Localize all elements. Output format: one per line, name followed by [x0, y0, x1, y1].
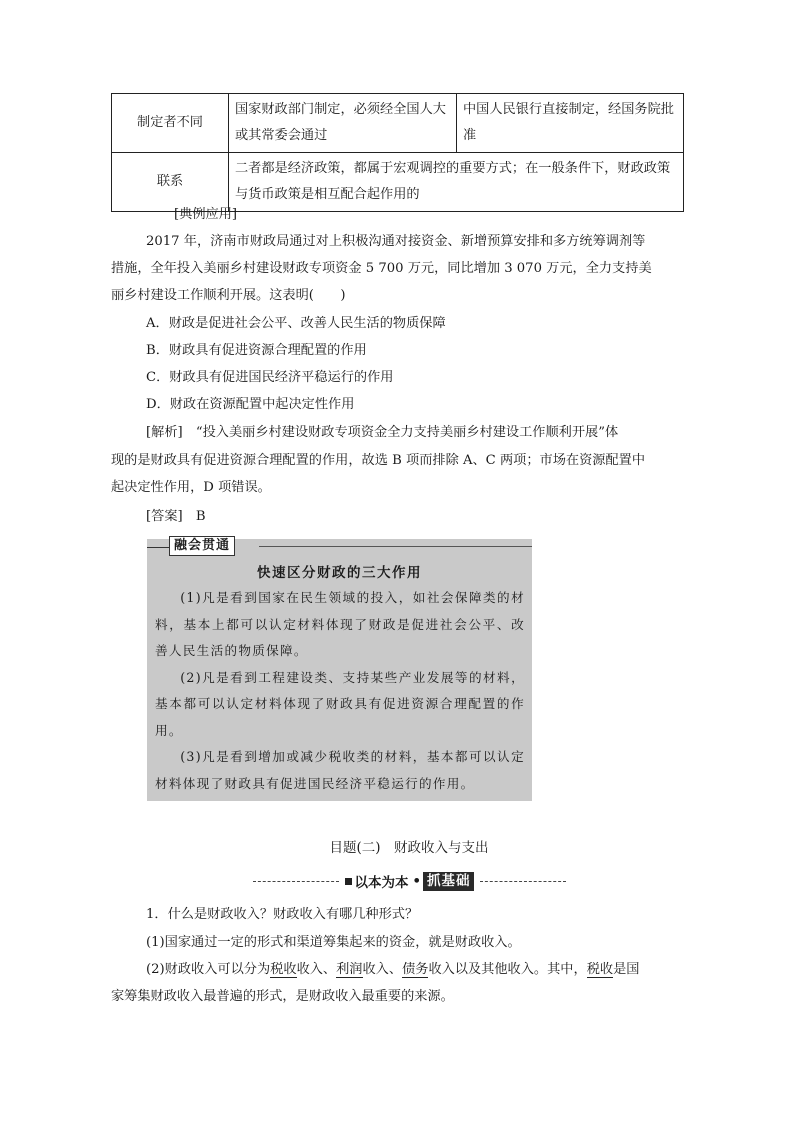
answer-2-line-2: 家筹集财政收入最普遍的形式，是财政收入最重要的来源。 [111, 989, 454, 1004]
answer-2-line-1: (2)财政收入可以分为税收收入、利润收入、债务收入以及其他收入。其中，税收是国 [146, 962, 640, 977]
underlined-term: 债务 [402, 962, 429, 977]
square-bullet-icon [345, 878, 352, 885]
tip-body [155, 585, 525, 797]
question-1: 1．什么是财政收入？财政收入有哪几种形式？ [146, 907, 419, 922]
row-header: 制定者不同 [112, 94, 229, 153]
question-line: 措施，全年投入美丽乡村建设财政专项资金 5 700 万元，同比增加 3 070 万元，全力支持美 [111, 261, 652, 276]
banner-bullet: • [412, 873, 421, 889]
answer: [答案] B [146, 509, 206, 524]
answer-1: (1)国家通过一定的形式和渠道筹集起来的资金，就是财政收入。 [146, 935, 521, 950]
tip-title: 快速区分财政的三大作用 [257, 565, 422, 581]
option-a: A．财政是促进社会公平、改善人民生活的物质保障 [146, 316, 446, 331]
option-d: D．财政在资源配置中起决定性作用 [146, 397, 355, 412]
underlined-term: 税收 [270, 962, 297, 977]
underlined-term: 税收 [586, 962, 614, 977]
section-banner [253, 871, 566, 891]
tip-paragraph: (2)凡是看到工程建设类、支持某些产业发展等的材料，基本都可以认定材料体现了财政具有促进资源合理配置的作用。 [155, 669, 525, 738]
analysis-line: 起决定性作用，D 项错误。 [111, 480, 271, 495]
analysis-line: 现的是财政具有促进资源合理配置的作用，故选 B 项而排除 A、C 两项；市场在资源配置中 [111, 453, 646, 468]
option-b: B．财政具有促进资源合理配置的作用 [146, 343, 367, 358]
underlined-term: 利润 [336, 962, 363, 977]
table-row [112, 94, 684, 153]
cell-relation: 二者都是经济政策，都属于宏观调控的重要方式；在一般条件下，财政政策与货币政策是相互配合起作用的 [229, 153, 684, 212]
analysis-line: [解析] “投入美丽乡村建设财政专项资金全力支持美丽乡村建设工作顺利开展”体 [146, 425, 619, 440]
question-line: 丽乡村建设工作顺利开展。这表明( ) [111, 288, 346, 303]
row-header: 联系 [112, 153, 229, 212]
tip-tag-label: 融会贯通 [169, 536, 235, 556]
cell-fiscal-policy: 国家财政部门制定，必须经全国人大或其常委会通过 [229, 94, 457, 153]
option-c: C．财政具有促进国民经济平稳运行的作用 [146, 370, 394, 385]
section-title: 目题(二) 财政收入与支出 [329, 840, 489, 856]
comparison-table [111, 93, 684, 212]
tip-box [147, 539, 532, 801]
tip-paragraph: (1)凡是看到国家在民生领域的投入，如社会保障类的材料，基本上都可以认定材料体现了财政是促进社会公平、改善人民生活的物质保障。 [155, 590, 525, 658]
cell-monetary-policy: 中国人民银行直接制定，经国务院批准 [457, 94, 684, 153]
question-line: 2017 年，济南市财政局通过对上积极沟通对接资金、新增预算安排和多方统筹调剂等 [146, 234, 646, 249]
example-label: [典例应用] [174, 207, 238, 222]
tip-tag [147, 535, 235, 557]
banner-left-text: 以本为本 [354, 875, 409, 891]
banner-right-text: 抓基础 [423, 872, 475, 891]
tip-paragraph: (3)凡是看到增加或减少税收类的材料，基本都可以认定材料体现了财政具有促进国民经济平稳运行的作用。 [155, 749, 525, 791]
table-row [112, 153, 684, 212]
